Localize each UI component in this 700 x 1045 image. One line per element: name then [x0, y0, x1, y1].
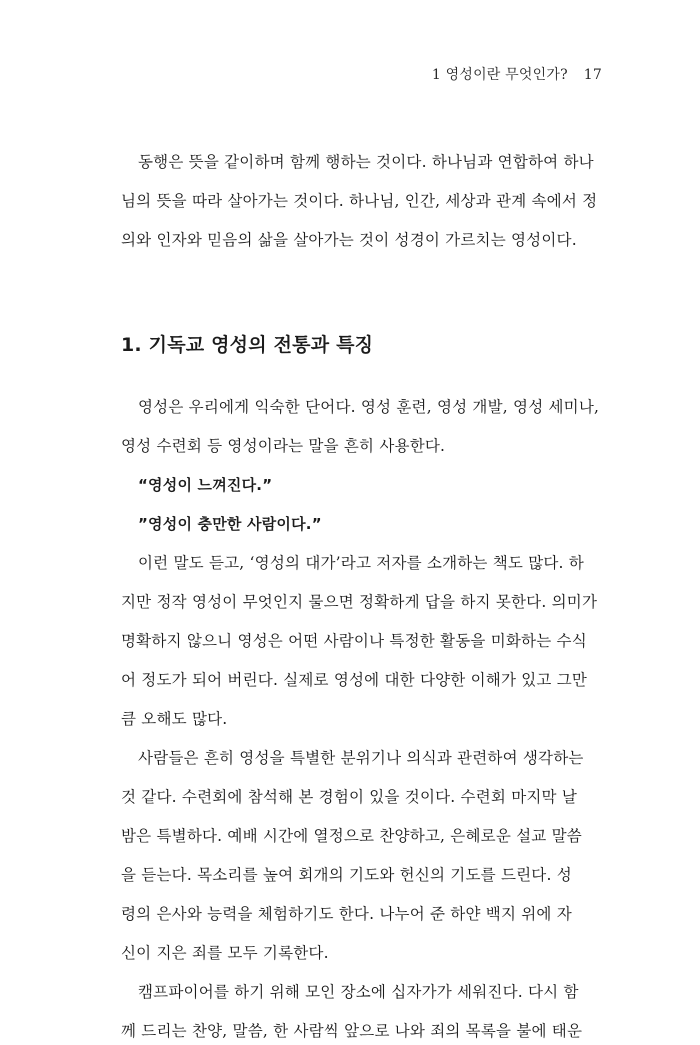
- text-line: 님의 뜻을 따라 살아가는 것이다. 하나님, 인간, 세상과 관계 속에서 정: [121, 192, 598, 210]
- page-number: 17: [583, 67, 602, 83]
- section-body: [121, 388, 608, 1045]
- text-line: 사람들은 흔히 영성을 특별한 분위기나 의식과 관련하여 생각하는: [138, 749, 584, 767]
- text-line: 신이 지은 죄를 모두 기록한다.: [121, 944, 329, 962]
- text-line: 동행은 뜻을 같이하며 함께 행하는 것이다. 하나님과 연합하여 하나: [138, 153, 594, 171]
- text-line: 영성 수련회 등 영성이라는 말을 흔히 사용한다.: [121, 437, 446, 455]
- text-line: 것 같다. 수련회에 참석해 본 경험이 있을 것이다. 수련회 마지막 날: [121, 788, 578, 806]
- text-line: 밤은 특별하다. 예배 시간에 열정으로 찬양하고, 은혜로운 설교 말씀: [121, 827, 582, 845]
- text-line: 캠프파이어를 하기 위해 모인 장소에 십자가가 세워진다. 다시 함: [138, 983, 579, 1001]
- text-line: 어 정도가 되어 버린다. 실제로 영성에 대한 다양한 이해가 있고 그만: [121, 671, 588, 689]
- text-line: 께 드리는 찬양, 말씀, 한 사람씩 앞으로 나와 죄의 목록을 불에 태운: [121, 1022, 583, 1040]
- chapter-title: 1 영성이란 무엇인가?: [431, 67, 568, 83]
- quote-line: ”영성이 충만한 사람이다.”: [138, 515, 322, 533]
- text-line: 영성은 우리에게 익숙한 단어다. 영성 훈련, 영성 개발, 영성 세미나,: [138, 398, 600, 416]
- intro-paragraph: [121, 143, 608, 260]
- text-line: 큼 오해도 많다.: [121, 710, 228, 728]
- text-line: 지만 정작 영성이 무엇인지 물으면 정확하게 답을 하지 못한다. 의미가: [121, 593, 598, 611]
- quote-line: “영성이 느껴진다.”: [138, 476, 273, 494]
- section-heading: 1. 기독교 영성의 전통과 특징: [121, 334, 374, 356]
- text-line: 명확하지 않으니 영성은 어떤 사람이나 특정한 활동을 미화하는 수식: [121, 632, 587, 650]
- text-line: 이런 말도 듣고, ‘영성의 대가’라고 저자를 소개하는 책도 많다. 하: [138, 554, 584, 572]
- text-line: 의와 인자와 믿음의 삶을 살아가는 것이 성경이 가르치는 영성이다.: [121, 231, 577, 249]
- running-header: [432, 64, 602, 84]
- text-line: 을 듣는다. 목소리를 높여 회개의 기도와 헌신의 기도를 드린다. 성: [121, 866, 572, 884]
- text-line: 령의 은사와 능력을 체험하기도 한다. 나누어 준 하얀 백지 위에 자: [121, 905, 572, 923]
